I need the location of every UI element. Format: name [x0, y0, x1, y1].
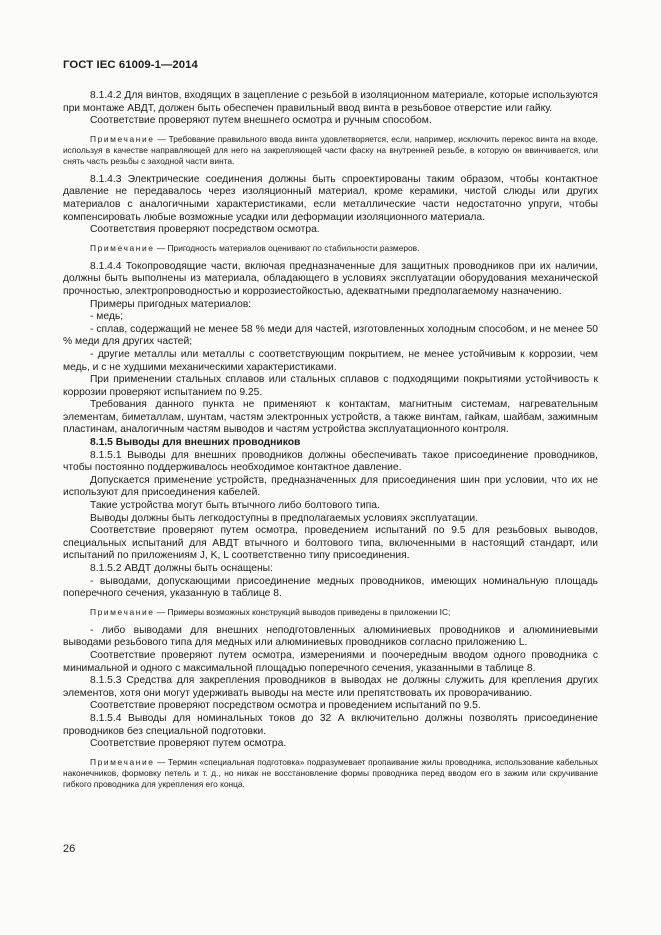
paragraph: Соответствие проверяют путем осмотра, проведением испытаний по 9.5 для резьбовых выводов, специальных испытаний для АВДТ втычного и болтового типа, включенными в настоящий стандарт, или испытаний по приложениям J, K, L соответственно типу присоединения.	[63, 525, 598, 562]
list-item: - другие металлы или металлы с соответствующим покрытием, не менее устойчивым к коррозии, чем медь, и с не худшими механическими характеристиками.	[63, 348, 598, 373]
list-item: - выводами, допускающими присоединение медных проводников, имеющих номинальную площадь поперечного сечения, указанную в таблице 8.	[63, 575, 598, 600]
note-label: Примечание	[90, 133, 155, 144]
paragraph-8-1-5-3: 8.1.5.3 Средства для закрепления проводников в выводах не должны служить для крепления других элементов, хотя они могут удерживать выводы на месте или препятствовать их проворачиванию.	[63, 675, 598, 699]
note	[63, 757, 598, 790]
note-label: Примечание	[90, 756, 155, 767]
list-item: - сплав, содержащий не менее 58 % меди для частей, изготовленных холодным способом, и не менее 50 % меди для других частей;	[63, 323, 598, 348]
paragraph-8-1-5-4: 8.1.5.4 Выводы для номинальных токов до 32 А включительно должны позволять присоединение проводников без специальной подготовки.	[63, 712, 598, 737]
paragraph-8-1-4-3: 8.1.4.3 Электрические соединения должны быть спроектированы таким образом, чтобы контактное давление не передавалось через изоляционный материал, кроме керамики, чистой слюды или других материалов с аналогичными характеристиками, если металлические части недостаточно упруги, чтобы компенсировать любые возможные усадки или деформации изоляционного материала.	[63, 173, 598, 223]
note-text: — Примеры возможных конструкций выводов приведены в приложении IC;	[154, 606, 451, 617]
paragraph: Выводы должны быть легкодоступны в предполагаемых условиях эксплуатации.	[90, 512, 478, 524]
note	[63, 134, 598, 167]
note-text: — Пригодность материалов оценивают по стабильности размеров.	[154, 242, 420, 253]
paragraph: Соответствие проверяют путем осмотра.	[90, 738, 287, 750]
note-text: — Требование правильного ввода винта удовлетворяется, если, например, исключить перекос винта на входе, используя в качестве направляющей для него на закрепляющей части фаску на внутренней резьбе, в которую он ввинчивается, или снять часть резьбы с заходной части винта.	[63, 133, 598, 166]
paragraph: При применении стальных сплавов или стальных сплавов с подходящими покрытиями устойчивость к коррозии проверяют испытанием по 9.25.	[63, 374, 598, 398]
paragraph-8-1-5-1: 8.1.5.1 Выводы для внешних проводников должны обеспечивать такое присоединение проводников, чтобы постоянно поддерживалось необходимое контактное давление.	[63, 449, 598, 474]
paragraph: Соответствия проверяют посредством осмотра.	[90, 224, 320, 236]
note	[63, 243, 598, 254]
paragraph: Допускается применение устройств, предназначенных для присоединения шин при условии, что их не используют для присоединения кабелей.	[63, 474, 598, 499]
list-item: - либо выводами для внешних неподготовленных алюминиевых проводников и алюминиевыми выводами резьбового типа для медных или алюминиевых проводников согласно приложению L.	[63, 624, 598, 649]
paragraph: Такие устройства могут быть втычного либо болтового типа.	[90, 500, 380, 512]
paragraph-8-1-4-2: 8.1.4.2 Для винтов, входящих в зацепление с резьбой в изоляционном материале, которые используются при монтаже АВДТ, должен быть обеспечен правильный ввод винта в резьбовое отверстие или гайку.	[63, 90, 598, 114]
paragraph: Требования данного пункта не применяют к контактам, магнитным системам, нагревательным элементам, биметаллам, шунтам, частям электронных устройств, а также винтам, гайкам, шайбам, зажимным пластинам, аналогичным частям выводов и частям устройства эксплуатационного контроля.	[63, 399, 598, 436]
page-body	[63, 90, 598, 797]
paragraph: Соответствие проверяют посредством осмотра и проведением испытаний по 9.5.	[90, 700, 481, 712]
paragraph-8-1-4-4: 8.1.4.4 Токопроводящие части, включая предназначенные для защитных проводников при их наличии, должны быть выполнены из материала, обладающего в условиях эксплуатации оборудования механической прочностью, электропроводностью и коррозиестойкостью, адекватными предполагаемому назначению.	[63, 260, 598, 297]
note-label: Примечание	[90, 242, 155, 253]
section-heading-8-1-5: 8.1.5 Выводы для внешних проводников	[90, 437, 301, 449]
document-header: ГОСТ IEC 61009-1—2014	[63, 59, 198, 71]
paragraph-8-1-5-2: 8.1.5.2 АВДТ должны быть оснащены:	[90, 563, 273, 574]
page-number: 26	[63, 843, 76, 855]
paragraph: Примеры пригодных материалов:	[90, 298, 252, 310]
paragraph: Соответствие проверяют путем осмотра, измерениями и поочередным вводом одного проводника с минимальной и одного с максимальной площадью поперечного сечения, указанными в таблице 8.	[63, 649, 598, 674]
note-label: Примечание	[90, 606, 155, 617]
list-item: - медь;	[90, 311, 124, 323]
paragraph: Соответствие проверяют путем внешнего осмотра и ручным способом.	[90, 115, 432, 127]
note	[63, 607, 598, 618]
note-text: — Термин «специальная подготовка» подразумевает пропаивание жилы проводника, использование кабельных наконечников, формовку петель и т. д., но никак не восстановление формы проводника перед вводом его в зажим или скручивание гибкого проводника для укрепления его конца.	[63, 756, 598, 789]
